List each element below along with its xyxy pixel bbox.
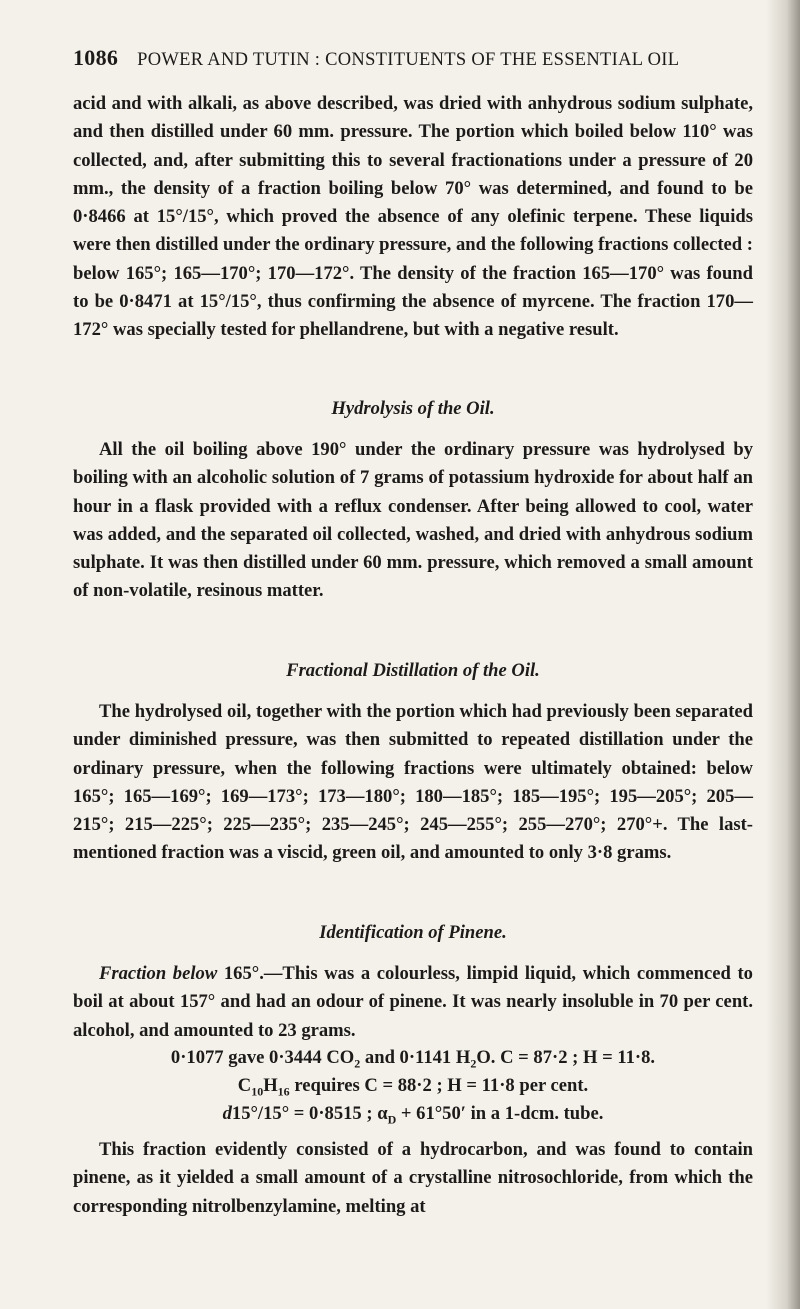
running-header — [73, 45, 753, 71]
formula-line-3: d15°/15° = 0·8515 ; $\alpha_D + 61^\circ 50'$ in a 1-dcm. tube. — [222, 1103, 604, 1127]
formula-line-2: $C_{10}H_{16}$ requires C = 88·2 ; H = 11·8 per cent. — [237, 1075, 589, 1099]
paragraph-2: All the oil boiling above 190° under the ordinary pressure was hydrolysed by boiling with an alcoholic solution of 7 grams of potassium hydroxide for about half an hour in a flask provided with a reflux condenser. After being allowed to cool, water was added, and the separated oil collected, washed, and dried with anhydrous sodium sulphate. It was then distilled under 60 mm. pressure, which removed a small amount of non-volatile, resinous matter. — [73, 439, 753, 602]
page-number: 1086 — [73, 45, 119, 70]
section-heading-fractional-distillation: Fractional Distillation of the Oil. — [286, 660, 540, 681]
paragraph-2-block — [73, 436, 753, 606]
paragraph-4 — [73, 960, 753, 1045]
paragraph-4-block — [73, 960, 753, 1045]
section-heading-identification-pinene: Identification of Pinene. — [319, 922, 507, 943]
paragraph-5-block — [73, 1136, 753, 1221]
paragraph-1-block — [73, 90, 753, 345]
paragraph-5: This fraction evidently consisted of a hydrocarbon, and was found to contain pinene, as it yielded a small amount of a crystalline nitrosochloride, from which the corresponding nitrolbenzylamine, melting at — [73, 1139, 753, 1217]
paragraph-4-text: 165°.—This was a colourless, limpid liquid, which commenced to boil at about 157° and had an odour of pinene. It was nearly insoluble in 70 per cent. alcohol, and amounted to 23 grams. — [73, 963, 753, 1041]
running-title: POWER AND TUTIN : CONSTITUENTS OF THE ESSENTIAL OIL — [137, 50, 680, 70]
paragraph-1: acid and with alkali, as above described, was dried with anhydrous sodium sulphate, and then distilled under 60 mm. pressure. The portion which boiled below 110° was collected, and, after submitting this to several fractionations under a pressure of 20 mm., the density of a fraction boiling below 70° was determined, and found to be 0·8466 at 15°/15°, which proved the absence of any olefinic terpene. These liquids were then distilled under the ordinary pressure, and the following fractions collected : below 165°; 165—170°; 170—172°. The density of the fraction 165—170° was found to be 0·8471 at 15°/15°, thus confirming the absence of myrcene. The fraction 170—172° was specially tested for phellandrene, but with a negative result. — [73, 93, 753, 341]
fraction-label: Fraction below — [99, 963, 218, 984]
analysis-formula-block — [73, 1044, 753, 1128]
paragraph-3: The hydrolysed oil, together with the portion which had previously been separated under diminished pressure, was then submitted to repeated distillation under the ordinary pressure, when the following fractions were ultimately obtained: below 165°; 165—169°; 169—173°; 173—180°; 180—185°; 185—195°; 195—205°; 205—215°; 215—225°; 225—235°; 235—245°; 245—255°; 255—270°; 270°+. The last-mentioned fraction was a viscid, green oil, and amounted to only 3·8 grams. — [73, 701, 753, 864]
page-edge-shadow — [766, 0, 800, 1309]
section-heading-hydrolysis: Hydrolysis of the Oil. — [331, 398, 495, 419]
formula-line-1: 0·1077 gave 0·3444 $CO_2$ and 0·1141 $H_2O$. C = 87·2 ; H = 11·8. — [170, 1047, 656, 1071]
paragraph-3-block — [73, 698, 753, 868]
